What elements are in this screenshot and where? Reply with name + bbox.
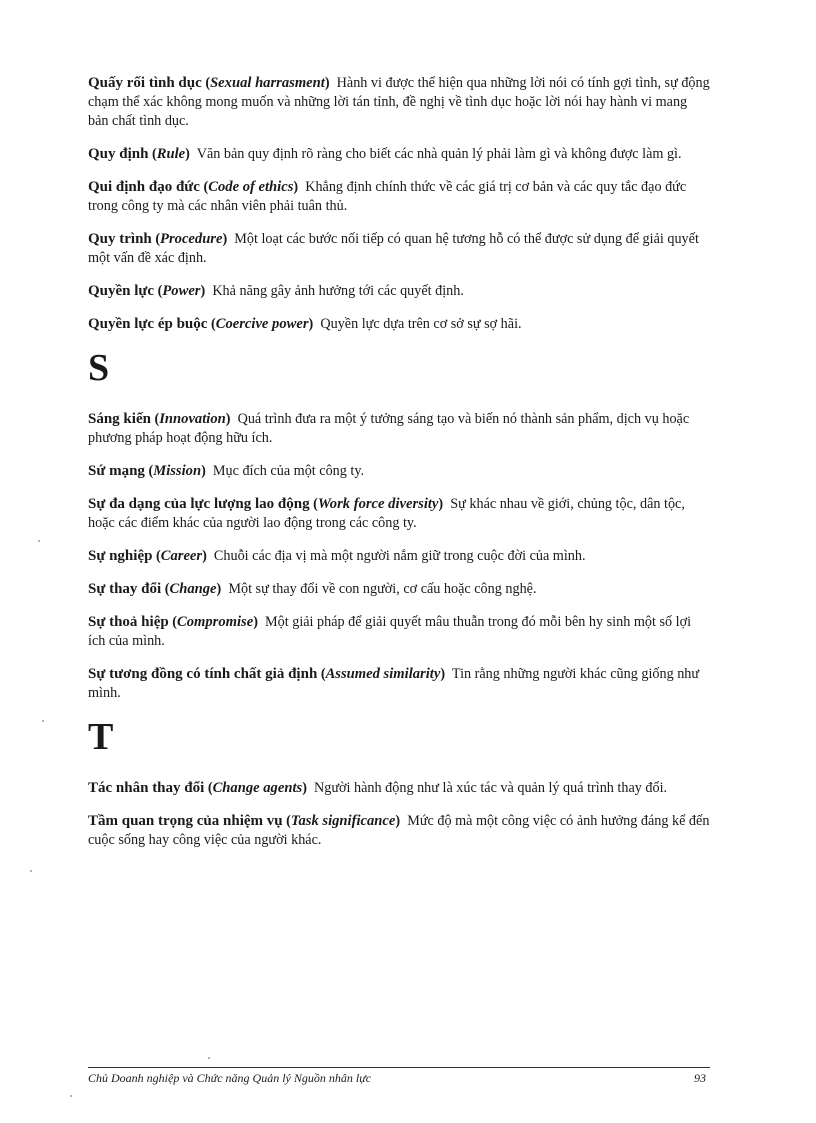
entry-definition: Một sự thay đổi về con người, cơ cấu hoặc công nghệ. [228,581,537,597]
entry-term: Sự đa dạng của lực lượng lao động [88,496,310,512]
entry-english: Innovation [159,411,226,427]
entry-english: Rule [156,146,186,162]
section-letter-t: T [88,716,114,758]
glossary-entry: Sự thay đổi (Change) Một sự thay đổi về con người, cơ cấu hoặc công nghệ. [88,581,537,597]
entry-definition: Văn bản quy định rõ ràng cho biết các nhà quản lý phải làm gì và không được làm gì. [196,146,682,162]
entry-term: Quy định [88,146,149,162]
section-t [88,779,710,850]
entry-english: Assumed similarity [325,666,441,682]
entry-term: Sự tương đồng có tính chất giả định [88,666,318,682]
entry-english: Mission [153,463,202,479]
entry-definition: Người hành động như là xúc tác và quản lý quá trình thay đổi. [314,780,668,796]
entry-term: Qui định đạo đức [88,179,200,195]
glossary-entry: Quy trình (Procedure) Một loạt các bước nối tiếp có quan hệ tương hỗ có thể được sử dụng để giải quyết một vấn đề xác định. [88,231,699,266]
glossary-entry: Sứ mạng (Mission) Mục đích của một công ty. [88,463,365,479]
entry-english: Power [162,283,201,299]
section-letter-s: S [88,347,110,389]
entry-term: Quấy rối tình dục [88,75,202,91]
section-s [88,410,710,703]
scan-speck [208,1057,210,1059]
entry-definition: Mục đích của một công ty. [212,463,365,479]
glossary-entry: Sự thoả hiệp (Compromise) Một giải pháp để giải quyết mâu thuẫn trong đó mỗi bên hy sinh một số lợi ích của mình. [88,614,692,649]
glossary-entry: Sự đa dạng của lực lượng lao động (Work force diversity) Sự khác nhau về giới, chủng tộc, dân tộc, hoặc các điểm khác của người lao động trong các công ty. [88,496,685,531]
entry-term: Quyền lực [88,283,155,299]
glossary-entry: Sáng kiến (Innovation) Quá trình đưa ra một ý tưởng sáng tạo và biến nó thành sản phẩm, dịch vụ hoặc phương pháp hoạt động hữu ích. [88,411,690,446]
entry-english: Task significance [290,813,396,829]
glossary-entry: Sự nghiệp (Career) Chuỗi các địa vị mà một người nắm giữ trong cuộc đời của mình. [88,548,586,564]
entry-definition: Một giải pháp để giải quyết mâu thuẫn trong đó mỗi bên hy sinh một số lợi ích của mình. [88,614,692,649]
entry-definition: Khẳng định chính thức về các giá trị cơ bản và các quy tắc đạo đức trong công ty mà các nhân viên phải tuân thủ. [88,179,687,214]
entry-definition: Chuỗi các địa vị mà một người nắm giữ trong cuộc đời của mình. [213,548,586,564]
entry-term: Sự nghiệp [88,548,153,564]
entry-term: Sứ mạng [88,463,145,479]
entry-definition: Khả năng gây ảnh hưởng tới các quyết định. [212,283,464,299]
entry-definition: Mức độ mà một công việc có ảnh hưởng đáng kể đến cuộc sống hay công việc của người khác. [88,813,710,848]
glossary-entry: Sự tương đồng có tính chất giả định (Assumed similarity) Tin rằng những người khác cũng giống như mình. [88,666,700,701]
entry-english: Change [169,581,217,597]
entry-english: Change agents [212,780,303,796]
glossary-entry: Tác nhân thay đổi (Change agents) Người hành động như là xúc tác và quản lý quá trình thay đổi. [88,780,668,796]
entry-english: Code of ethics [208,179,294,195]
entry-term: Tầm quan trọng của nhiệm vụ [88,813,283,829]
entry-term: Sáng kiến [88,411,151,427]
glossary-entry: Quyền lực (Power) Khả năng gây ảnh hưởng tới các quyết định. [88,283,464,299]
glossary-entry: Quy định (Rule) Văn bản quy định rõ ràng cho biết các nhà quản lý phải làm gì và không được làm gì. [88,146,682,162]
page-number: 93 [694,1071,706,1085]
entry-definition: Tin rằng những người khác cũng giống như mình. [88,666,700,701]
glossary-entry: Quyền lực ép buộc (Coercive power) Quyền lực dựa trên cơ sở sự sợ hãi. [88,316,522,332]
entry-english: Work force diversity [317,496,439,512]
entry-definition: Quá trình đưa ra một ý tưởng sáng tạo và biến nó thành sản phẩm, dịch vụ hoặc phương pháp hoạt động hữu ích. [88,411,690,446]
entry-definition: Hành vi được thể hiện qua những lời nói có tính gợi tình, sự động chạm thể xác không mong muốn và những lời tán tỉnh, đề nghị về tình dục hoặc lời nói hay hành vi mang bản chất tình dục. [88,75,710,129]
scan-speck [42,720,44,722]
glossary-entry: Tầm quan trọng của nhiệm vụ (Task significance) Mức độ mà một công việc có ảnh hưởng đáng kể đến cuộc sống hay công việc của người khác. [88,813,710,848]
footer-book-title: Chủ Doanh nghiệp và Chức năng Quản lý Nguồn nhân lực [88,1071,372,1085]
entry-english: Sexual harrasment [210,75,325,91]
entry-definition: Một loạt các bước nối tiếp có quan hệ tương hỗ có thể được sử dụng để giải quyết một vấn đề xác định. [88,231,699,266]
entry-english: Career [160,548,203,564]
glossary-page [88,74,710,864]
scan-speck [38,540,40,542]
entry-english: Procedure [160,231,223,247]
glossary-entry: Qui định đạo đức (Code of ethics) Khẳng định chính thức về các giá trị cơ bản và các quy tắc đạo đức trong công ty mà các nhân viên phải tuân thủ. [88,179,687,214]
entry-english: Coercive power [215,316,309,332]
entry-term: Quy trình [88,231,152,247]
entry-definition: Sự khác nhau về giới, chủng tộc, dân tộc, hoặc các điểm khác của người lao động trong các công ty. [88,496,685,531]
scan-speck [70,1095,72,1097]
entry-term: Quyền lực ép buộc [88,316,208,332]
page-footer [88,1067,710,1086]
scan-speck [30,870,32,872]
entry-definition: Quyền lực dựa trên cơ sở sự sợ hãi. [320,316,522,332]
section-q [88,74,710,334]
entry-term: Sự thay đổi [88,581,162,597]
entry-term: Sự thoả hiệp [88,614,169,630]
entry-term: Tác nhân thay đổi [88,780,205,796]
entry-english: Compromise [176,614,254,630]
glossary-entry: Quấy rối tình dục (Sexual harrasment) Hành vi được thể hiện qua những lời nói có tính gợi tình, sự động chạm thể xác không mong muốn và những lời tán tỉnh, đề nghị về tình dục hoặc lời nói hay hành vi mang bản chất tình dục. [88,75,710,129]
